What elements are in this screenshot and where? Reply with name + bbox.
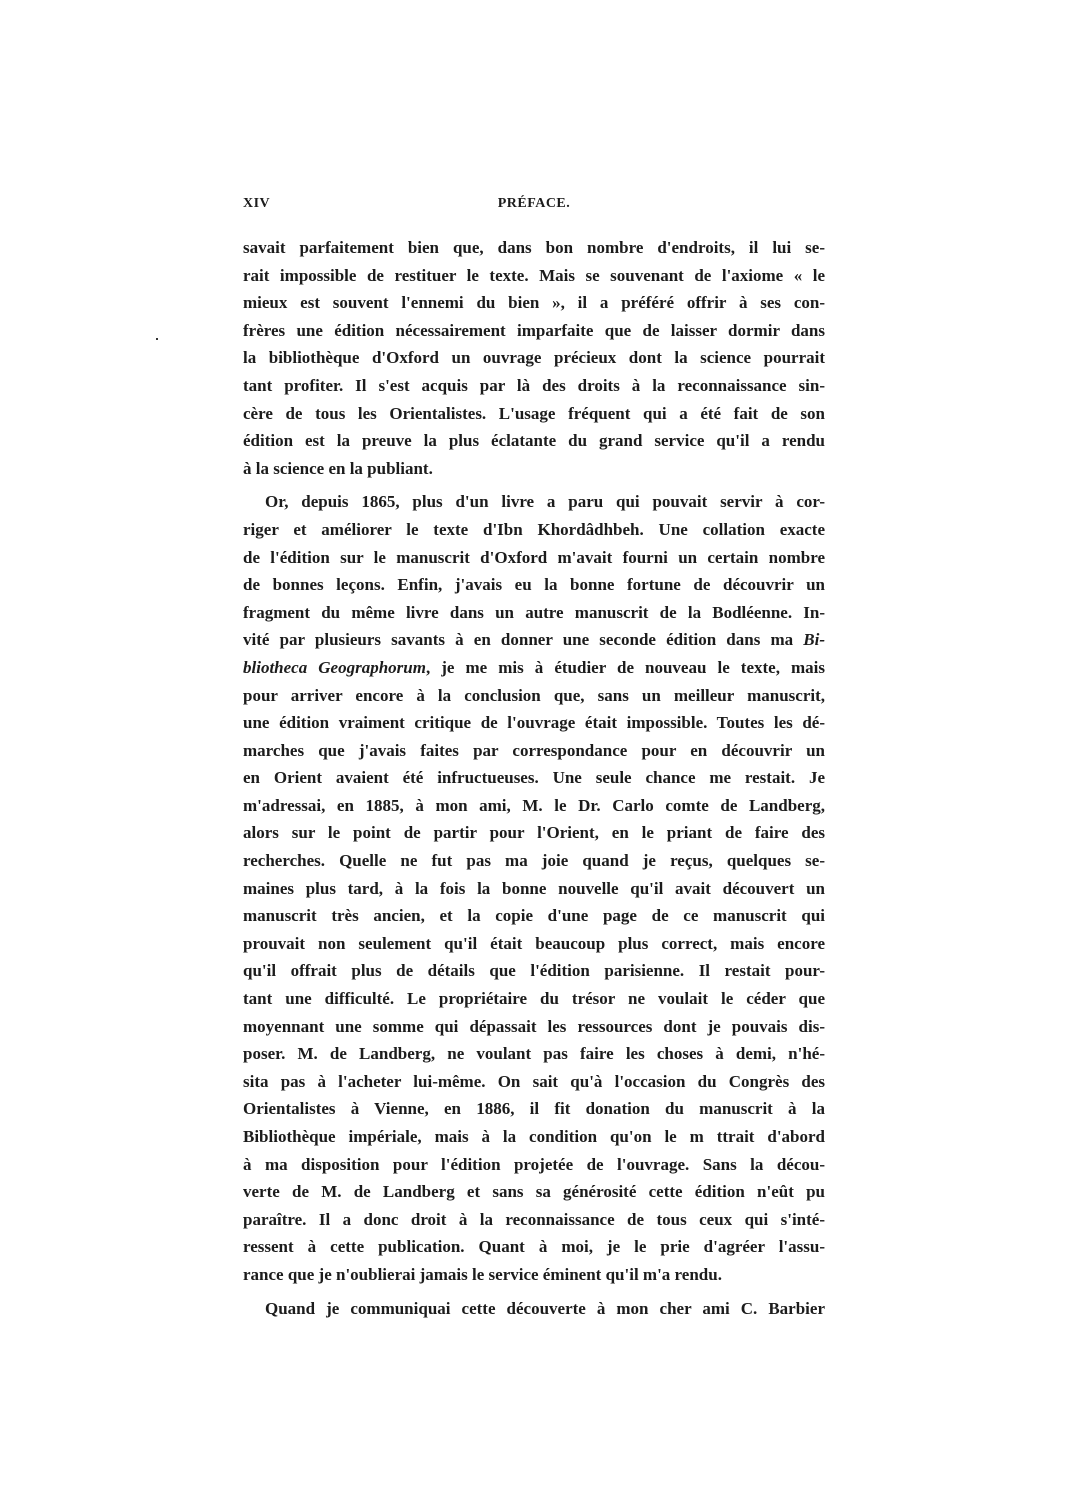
text-line: tant profiter. Il s'est acquis par là des droits à la reconnaissance sin- [243,375,825,395]
text-line: Quand je communiquai cette découverte à mon cher ami C. Barbier [265,1298,825,1318]
text-line: rait impossible de restituer le texte. Mais se souvenant de l'axiome « le [243,265,825,285]
body-text [243,234,825,1322]
text-line: ressent à cette publication. Quant à moi, je le prie d'agréer l'assu- [243,1237,825,1257]
text-line: manuscrit très ancien, et la copie d'une page de ce manuscrit qui [243,906,825,926]
text-line: savait parfaitement bien que, dans bon nombre d'endroits, il lui se- [243,238,825,257]
page-header [243,196,825,220]
text-line: prouvait non seulement qu'il était beaucoup plus correct, mais encore [243,933,825,953]
text-line: m'adressai, en 1885, à mon ami, M. le Dr. Carlo comte de Landberg, [243,795,825,815]
text-line: paraître. Il a donc droit à la reconnaissance de tous ceux qui s'inté- [243,1209,825,1229]
text-line: de l'édition sur le manuscrit d'Oxford m'avait fourni un certain nombre [243,547,825,567]
text-line: en Orient avaient été infructueuses. Une seule chance me restait. Je [243,768,825,788]
text-line: la bibliothèque d'Oxford un ouvrage précieux dont la science pourrait [243,348,825,368]
text-line: bliotheca Geographorum, je me mis à étudier de nouveau le texte, mais [243,657,825,677]
text-line: poser. M. de Landberg, ne voulant pas faire les choses à demi, n'hé- [243,1044,825,1064]
text-line: alors sur le point de partir pour l'Orient, en le priant de faire des [243,823,825,843]
text-line: verte de M. de Landberg et sans sa générosité cette édition n'eût pu [243,1182,825,1202]
text-line: frères une édition nécessairement imparfaite que de laisser dormir dans [243,320,825,340]
text-line: cère de tous les Orientalistes. L'usage fréquent qui a été fait de son [243,403,825,423]
text-line: moyennant une somme qui dépassait les ressources dont je pouvais dis- [243,1016,825,1036]
paragraph [243,1295,825,1323]
text-line: recherches. Quelle ne fut pas ma joie quand je reçus, quelques se- [243,851,825,871]
text-line: à la science en la publiant. [243,458,433,478]
text-line: mieux est souvent l'ennemi du bien », il a préféré offrir à ses con- [243,293,825,313]
text-line: édition est la preuve la plus éclatante du grand service qu'il a rendu [243,431,825,451]
page-number: XIV [243,196,271,211]
text-line: riger et améliorer le texte d'Ibn Khordâdhbeh. Une collation exacte [243,519,825,539]
text-line: de bonnes leçons. Enfin, j'avais eu la bonne fortune de découvrir un [243,575,825,595]
text-line: Bibliothèque impériale, mais à la condition qu'on le m ttrait d'abord [243,1127,825,1146]
text-line: à ma disposition pour l'édition projetée de l'ouvrage. Sans la décou- [243,1154,825,1174]
text-line: Or, depuis 1865, plus d'un livre a paru qui pouvait servir à cor- [265,492,825,512]
text-line: sita pas à l'acheter lui-même. On sait qu'à l'occasion du Congrès des [243,1071,825,1091]
running-title: PRÉFACE. [497,196,571,211]
text-line: tant une difficulté. Le propriétaire du trésor ne voulait le céder que [243,989,825,1009]
text-line: une édition vraiment critique de l'ouvrage était impossible. Toutes les dé- [243,713,825,733]
paragraph [243,234,825,482]
text-line: maines plus tard, à la fois la bonne nouvelle qu'il avait découvert un [243,878,825,898]
text-line: fragment du même livre dans un autre manuscrit de la Bodléenne. In- [243,602,825,622]
text-line: rance que je n'oublierai jamais le service éminent qu'il m'a rendu. [243,1264,722,1284]
margin-speck [156,338,158,340]
text-line: marches que j'avais faites par correspondance pour en découvrir un [243,740,825,760]
paragraph [243,488,825,1288]
text-line: vité par plusieurs savants à en donner une seconde édition dans ma Bi- [243,630,825,650]
text-line: qu'il offrait plus de détails que l'édition parisienne. Il restait pour- [243,961,825,981]
text-line: pour arriver encore à la conclusion que, sans un meilleur manuscrit, [243,685,825,705]
text-line: Orientalistes à Vienne, en 1886, il fit donation du manuscrit à la [243,1099,825,1119]
